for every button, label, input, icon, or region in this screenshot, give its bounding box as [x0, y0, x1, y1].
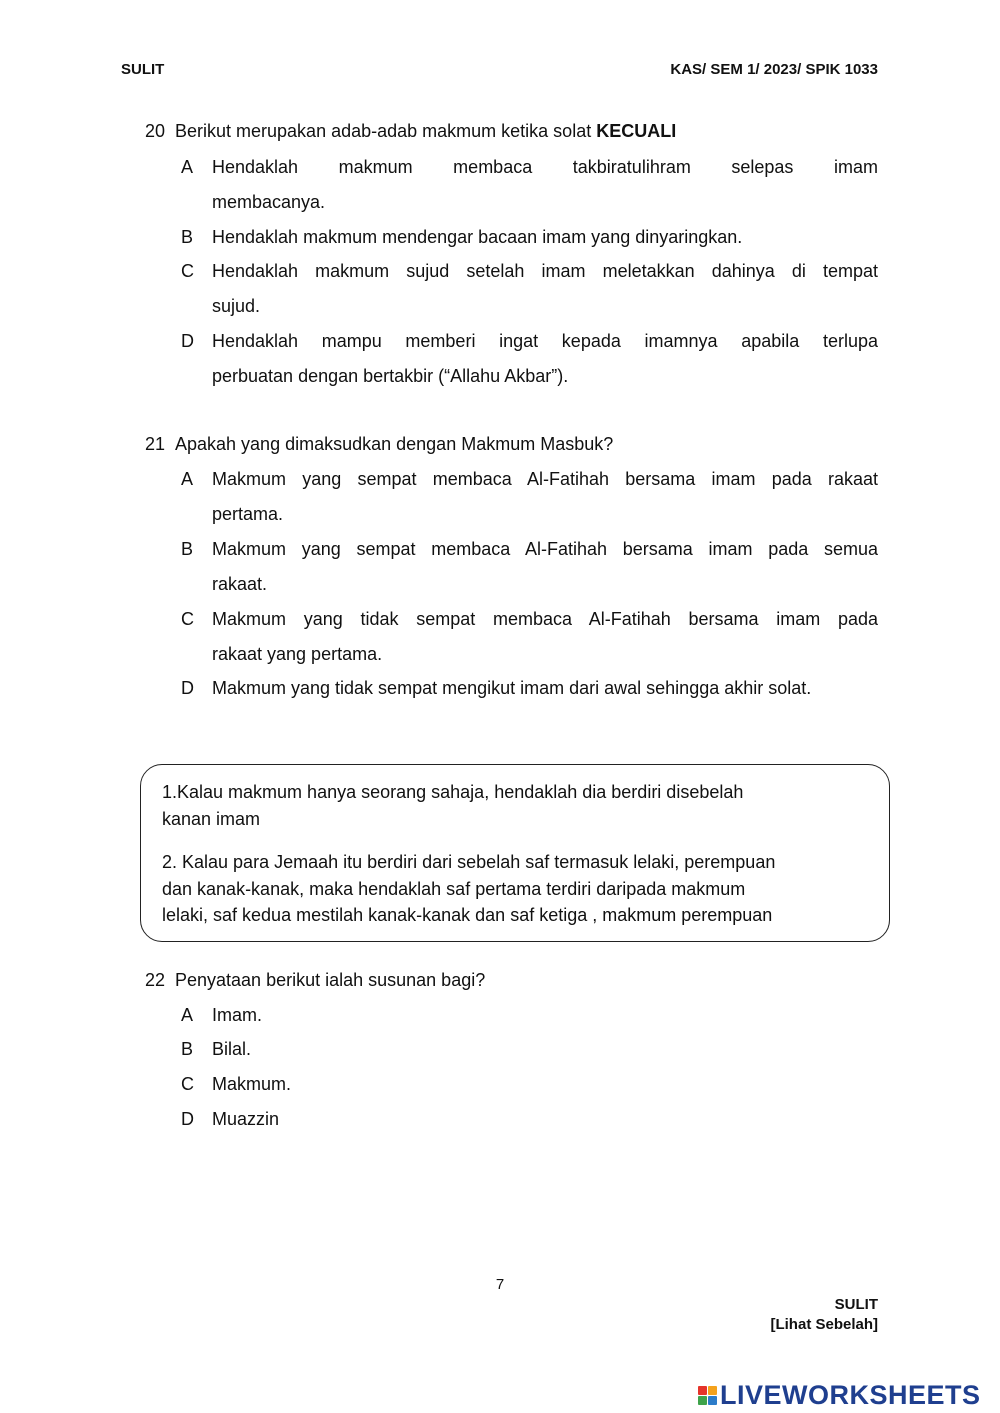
- header-right: KAS/ SEM 1/ 2023/ SPIK 1033: [670, 61, 878, 78]
- option-letter: B: [181, 227, 194, 247]
- liveworksheets-mark-icon: [698, 1386, 717, 1405]
- option-letter: C: [181, 609, 194, 629]
- question-text: Berikut merupakan adab-adab makmum ketika solat: [175, 121, 597, 141]
- option-letter: D: [181, 678, 194, 698]
- option-text-line2: rakaat.: [212, 574, 268, 594]
- option-text: Muazzin: [212, 1109, 280, 1129]
- option-letter: D: [181, 331, 194, 351]
- option-text-line2: membacanya.: [212, 192, 326, 212]
- q20-option-c[interactable]: [181, 254, 878, 324]
- liveworksheets-wordmark: LIVEWORKSHEETS: [720, 1379, 981, 1410]
- statement-line: 1.Kalau makmum hanya seorang sahaja, hendaklah dia berdiri disebelah: [162, 782, 744, 802]
- footer-lihat-sebelah: [Lihat Sebelah]: [770, 1316, 878, 1333]
- q20-option-b[interactable]: [181, 220, 878, 255]
- option-text: Bilal.: [212, 1039, 252, 1059]
- statement-line: kanan imam: [162, 808, 261, 829]
- option-text-line2: rakaat yang pertama.: [212, 644, 383, 664]
- statement-box: [140, 764, 890, 942]
- logo-square: [698, 1396, 707, 1405]
- option-text: Imam.: [212, 1005, 263, 1025]
- option-text-line2: pertama.: [212, 504, 284, 524]
- option-text-line1: Hendaklah makmum membaca takbiratulihram selepas imam: [212, 157, 878, 177]
- question-number: 21: [145, 434, 166, 454]
- option-letter: B: [181, 1039, 194, 1059]
- liveworksheets-logo[interactable]: [698, 1380, 981, 1410]
- statement-line: 2. Kalau para Jemaah itu berdiri dari sebelah saf termasuk lelaki, perempuan: [162, 852, 776, 872]
- option-text: Makmum yang tidak sempat mengikut imam dari awal sehingga akhir solat.: [212, 678, 812, 698]
- option-letter: A: [181, 469, 194, 489]
- option-text-line1: Makmum yang tidak sempat membaca Al-Fatihah bersama imam pada: [212, 609, 878, 629]
- option-text-line1: Hendaklah makmum sujud setelah imam meletakkan dahinya di tempat: [212, 261, 878, 281]
- question-21: [145, 434, 613, 455]
- footer-sulit: SULIT: [834, 1296, 878, 1313]
- q22-option-c[interactable]: [181, 1067, 878, 1102]
- statement-2: [162, 849, 862, 929]
- statement-line: dan kanak-kanak, maka hendaklah saf pertama terdiri daripada makmum: [162, 878, 746, 899]
- option-letter: C: [181, 261, 194, 281]
- question-text: Penyataan berikut ialah susunan bagi?: [175, 970, 486, 990]
- option-letter: B: [181, 539, 194, 559]
- q21-option-a[interactable]: [181, 462, 878, 532]
- q21-option-b[interactable]: [181, 532, 878, 602]
- q22-option-a[interactable]: [181, 998, 878, 1033]
- question-20: [145, 121, 676, 142]
- q22-option-d[interactable]: [181, 1102, 878, 1137]
- question-number: 22: [145, 970, 166, 990]
- option-text-line2: perbuatan dengan bertakbir (“Allahu Akbar”).: [212, 366, 569, 386]
- option-text: Hendaklah makmum mendengar bacaan imam yang dinyaringkan.: [212, 227, 743, 247]
- question-emphasis: KECUALI: [596, 121, 677, 141]
- header-left: SULIT: [121, 61, 165, 78]
- logo-square: [708, 1386, 717, 1395]
- page-number: 7: [495, 1276, 505, 1293]
- option-letter: A: [181, 157, 194, 177]
- logo-square: [698, 1386, 707, 1395]
- question-number: 20: [145, 121, 166, 141]
- option-text-line1: Makmum yang sempat membaca Al-Fatihah bersama imam pada rakaat: [212, 469, 878, 489]
- question-22: [145, 970, 485, 991]
- statement-line: lelaki, saf kedua mestilah kanak-kanak dan saf ketiga , makmum perempuan: [162, 905, 773, 925]
- q21-option-c[interactable]: [181, 602, 878, 672]
- option-text-line2: sujud.: [212, 296, 261, 316]
- option-letter: D: [181, 1109, 194, 1129]
- q20-option-d[interactable]: [181, 324, 878, 394]
- logo-square: [708, 1396, 717, 1405]
- option-letter: A: [181, 1005, 194, 1025]
- q20-option-a[interactable]: [181, 150, 878, 220]
- option-text-line1: Hendaklah mampu memberi ingat kepada imamnya apabila terlupa: [212, 331, 878, 351]
- question-text: Apakah yang dimaksudkan dengan Makmum Masbuk?: [175, 434, 614, 454]
- statement-1: [162, 779, 862, 832]
- option-text: Makmum.: [212, 1074, 292, 1094]
- q21-option-d[interactable]: [181, 671, 878, 706]
- option-letter: C: [181, 1074, 194, 1094]
- option-text-line1: Makmum yang sempat membaca Al-Fatihah bersama imam pada semua: [212, 539, 878, 559]
- q22-option-b[interactable]: [181, 1032, 878, 1067]
